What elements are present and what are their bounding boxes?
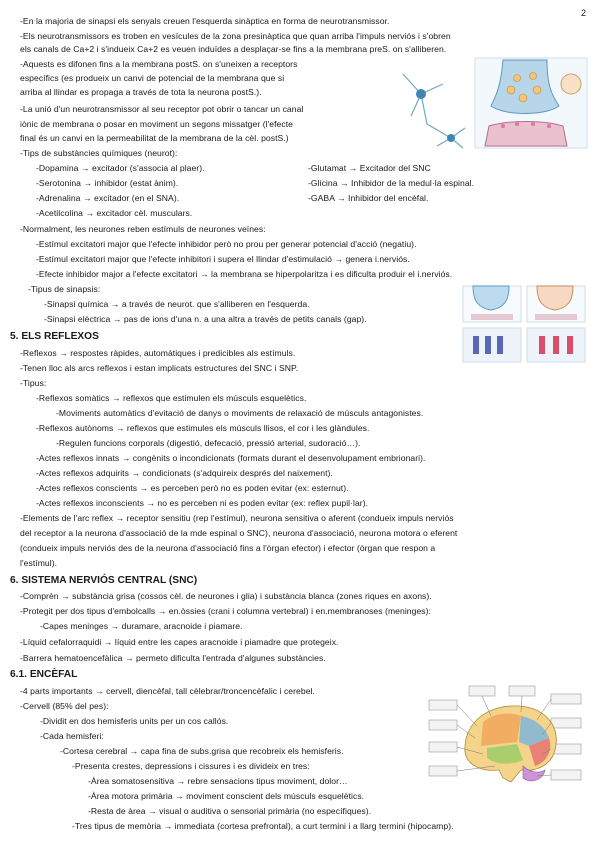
text-line: arriba al llindar es propaga a través de tota la neurona postS.). [20, 87, 262, 97]
text-line: específics (es produeix un canvi de potencial de la membrana que si [20, 73, 285, 83]
text-line: -Estímul excitatori major que l'efecte inhibidor però no prou per generar potencial d'acció (negatiu). [36, 239, 417, 249]
substance-item: -Dopamina → excitador (s'associa al plaer). [36, 163, 205, 173]
substance-item: -GABA → Inhibidor del encèfal. [308, 193, 429, 203]
text-line: -Sinapsi elèctrica → pas de ions d'una n. a una altra a través de petits canals (gap). [44, 314, 367, 324]
substance-item: -Adrenalina → excitador (en el SNA). [36, 193, 180, 203]
text-line: -Els neurotransmissors es troben en vesícules de la zona presinàptica que quan arriba l'impuls nerviós i s'obren [20, 31, 451, 41]
text-line: -Actes reflexos conscients → es perceben però no es poden evitar (ex: esternut). [36, 483, 349, 493]
text-line: -Actes reflexos adquirits → condicionats (s'adquireix després del naixement). [36, 468, 333, 478]
text-line: l'estímul). [20, 558, 58, 568]
text-line: -Reflexos autònoms → reflexos que estimules els músculs llisos, el cor i les glàndules. [36, 423, 370, 433]
text-line: -Sinapsi química → a través de neurot. que s'alliberen en l'esquerda. [44, 299, 310, 309]
substance-item: -Acetilcolina → excitador cèl. musculars. [36, 208, 193, 218]
text-line: -Àrea motora primària → moviment conscient dels músculs esquelètics. [88, 791, 365, 801]
text-line: -Aquests es difonen fins a la membrana postS. on s'uneixen a receptors [20, 59, 298, 69]
text-line: -4 parts importants → cervell, diencèfal, tall cèlebrar/troncencèfalic i cerebel. [20, 686, 315, 696]
text-line: -Protegit per dos tipus d'embolcalls → en.òssies (crani i columna vertebral) i en.membranoses (meninges): [20, 606, 431, 616]
text-line: -Reflexos → respostes ràpides, automàtiques i predicibles als estímuls. [20, 348, 296, 358]
section-heading: 6. SISTEMA NERVIÓS CENTRAL (SNC) [10, 575, 198, 586]
substance-item: -Glutamat → Excitador del SNC [308, 163, 431, 173]
text-line: -Àrea somatosensitiva → rebre sensacions tipus moviment, dolor… [88, 776, 348, 786]
text-line: -Efecte inhibidor major a l'efecte excitatori → la membrana se hiperpolaritza i es dificulta produir el i.nerviós. [36, 269, 453, 279]
text-line: -Cada hemisferi: [40, 731, 104, 741]
text-line: -Dividit en dos hemisferis units per un cos callós. [40, 716, 229, 726]
substance-item: -Glicina → Inhibidor de la medul·la espinal. [308, 178, 475, 188]
text-line: -Cortesa cerebral → capa fina de subs.grisa que recobreix els hemisferis. [60, 746, 344, 756]
text-line: -Comprèn → substància grisa (cossos cèl. de neurones i glia) i substància blanca (zones riques en axons). [20, 591, 432, 601]
text-line: -Estímul excitatori major que l'efecte inhibitori i supera el llindar d'estimulació → genera i.nerviós. [36, 254, 410, 264]
text-line: final és un canvi en la permeabilitat de la membrana de la cèl. postS.) [20, 133, 289, 143]
synapse-illustration [393, 54, 591, 152]
section-heading: 5. ELS REFLEXOS [10, 331, 99, 342]
text-line: -Tipus: [20, 378, 47, 388]
text-line: -Cervell (85% del pes): [20, 701, 109, 711]
substance-item: -Serotonina → inhibidor (estat ànim). [36, 178, 179, 188]
section-heading: 6.1. ENCÈFAL [10, 669, 78, 680]
text-line: -Presenta crestes, depressions i cissures i es divideix en tres: [72, 761, 310, 771]
text-line: -Elements de l'arc reflex → receptor sensitiu (rep l'estímul), neurona sensitiva o aferent (condueix impuls nerviós [20, 513, 454, 523]
text-line: -Regulen funcions corporals (digestió, defecació, pressió arterial, sudoració…). [56, 438, 361, 448]
text-line: del receptor a la neurona d'associació de la mde espinal o SNC), neurona d'associació, neurona motora o eferent [20, 528, 458, 538]
text-line: -Resta de àrea → visual o auditiva o sensorial primària (no específiques). [88, 806, 372, 816]
text-line: -En la majoria de sinapsi els senyals creuen l'esquerda sinàptica en forma de neurotransmissor. [20, 16, 390, 26]
text-line: -Tenen lloc als arcs reflexos i estan implicats estructures del SNC i SNP. [20, 363, 299, 373]
text-line: -Líquid cefalorraquidi → líquid entre les capes aracnoide i piamadre que protegeix. [20, 637, 339, 647]
synapse-types-diagram [461, 284, 589, 364]
text-line: -Barrera hematoencefàlica → permeto dificulta l'entrada d'algunes substàncies. [20, 653, 326, 663]
text-line: -La unió d'un neurotransmissor al seu receptor pot obrir o tancar un canal [20, 104, 304, 114]
text-line: -Actes reflexos inconscients → no es perceben ni es poden evitar (ex: reflex pupil·lar). [36, 498, 369, 508]
text-line: -Actes reflexos innats → congènits o incondicionats (formats durant el desenvolupament embrionari). [36, 453, 426, 463]
text-line: -Reflexos somàtics → reflexos que estimulen els músculs esquelètics. [36, 393, 307, 403]
text-line: -Capes meninges → duramare, aracnoide i piamare. [40, 621, 243, 631]
text-line: -Moviments automàtics d'evitació de danys o moviments de relaxació de músculs antagonistes. [56, 408, 424, 418]
text-line: els canals de Ca+2 i s'indueix Ca+2 es veuen induïdes a desplaçar-se fins a la membrana preS. on s'alliberen. [20, 44, 447, 54]
page-number: 2 [580, 8, 586, 18]
brain-areas-diagram [425, 682, 585, 806]
text-line: -Tips de substàncies químiques (neurot): [20, 148, 178, 158]
text-line: -Normalment, les neurones reben estímuls de neurones veïnes: [20, 224, 266, 234]
text-line: -Tres tipus de memòria → immediata (cortesa prefrontal), a curt termini i a llarg termini (hipocamp). [72, 821, 454, 831]
text-line: iònic de membrana o posar en moviment un segons missatger (l'efecte [20, 119, 293, 129]
text-line: -Tipus de sinapsis: [28, 284, 101, 294]
text-line: (condueix impuls nerviós des de la neurona d'associació fins a l'òrgan efector) i efector (òrgan que respon a [20, 543, 436, 553]
